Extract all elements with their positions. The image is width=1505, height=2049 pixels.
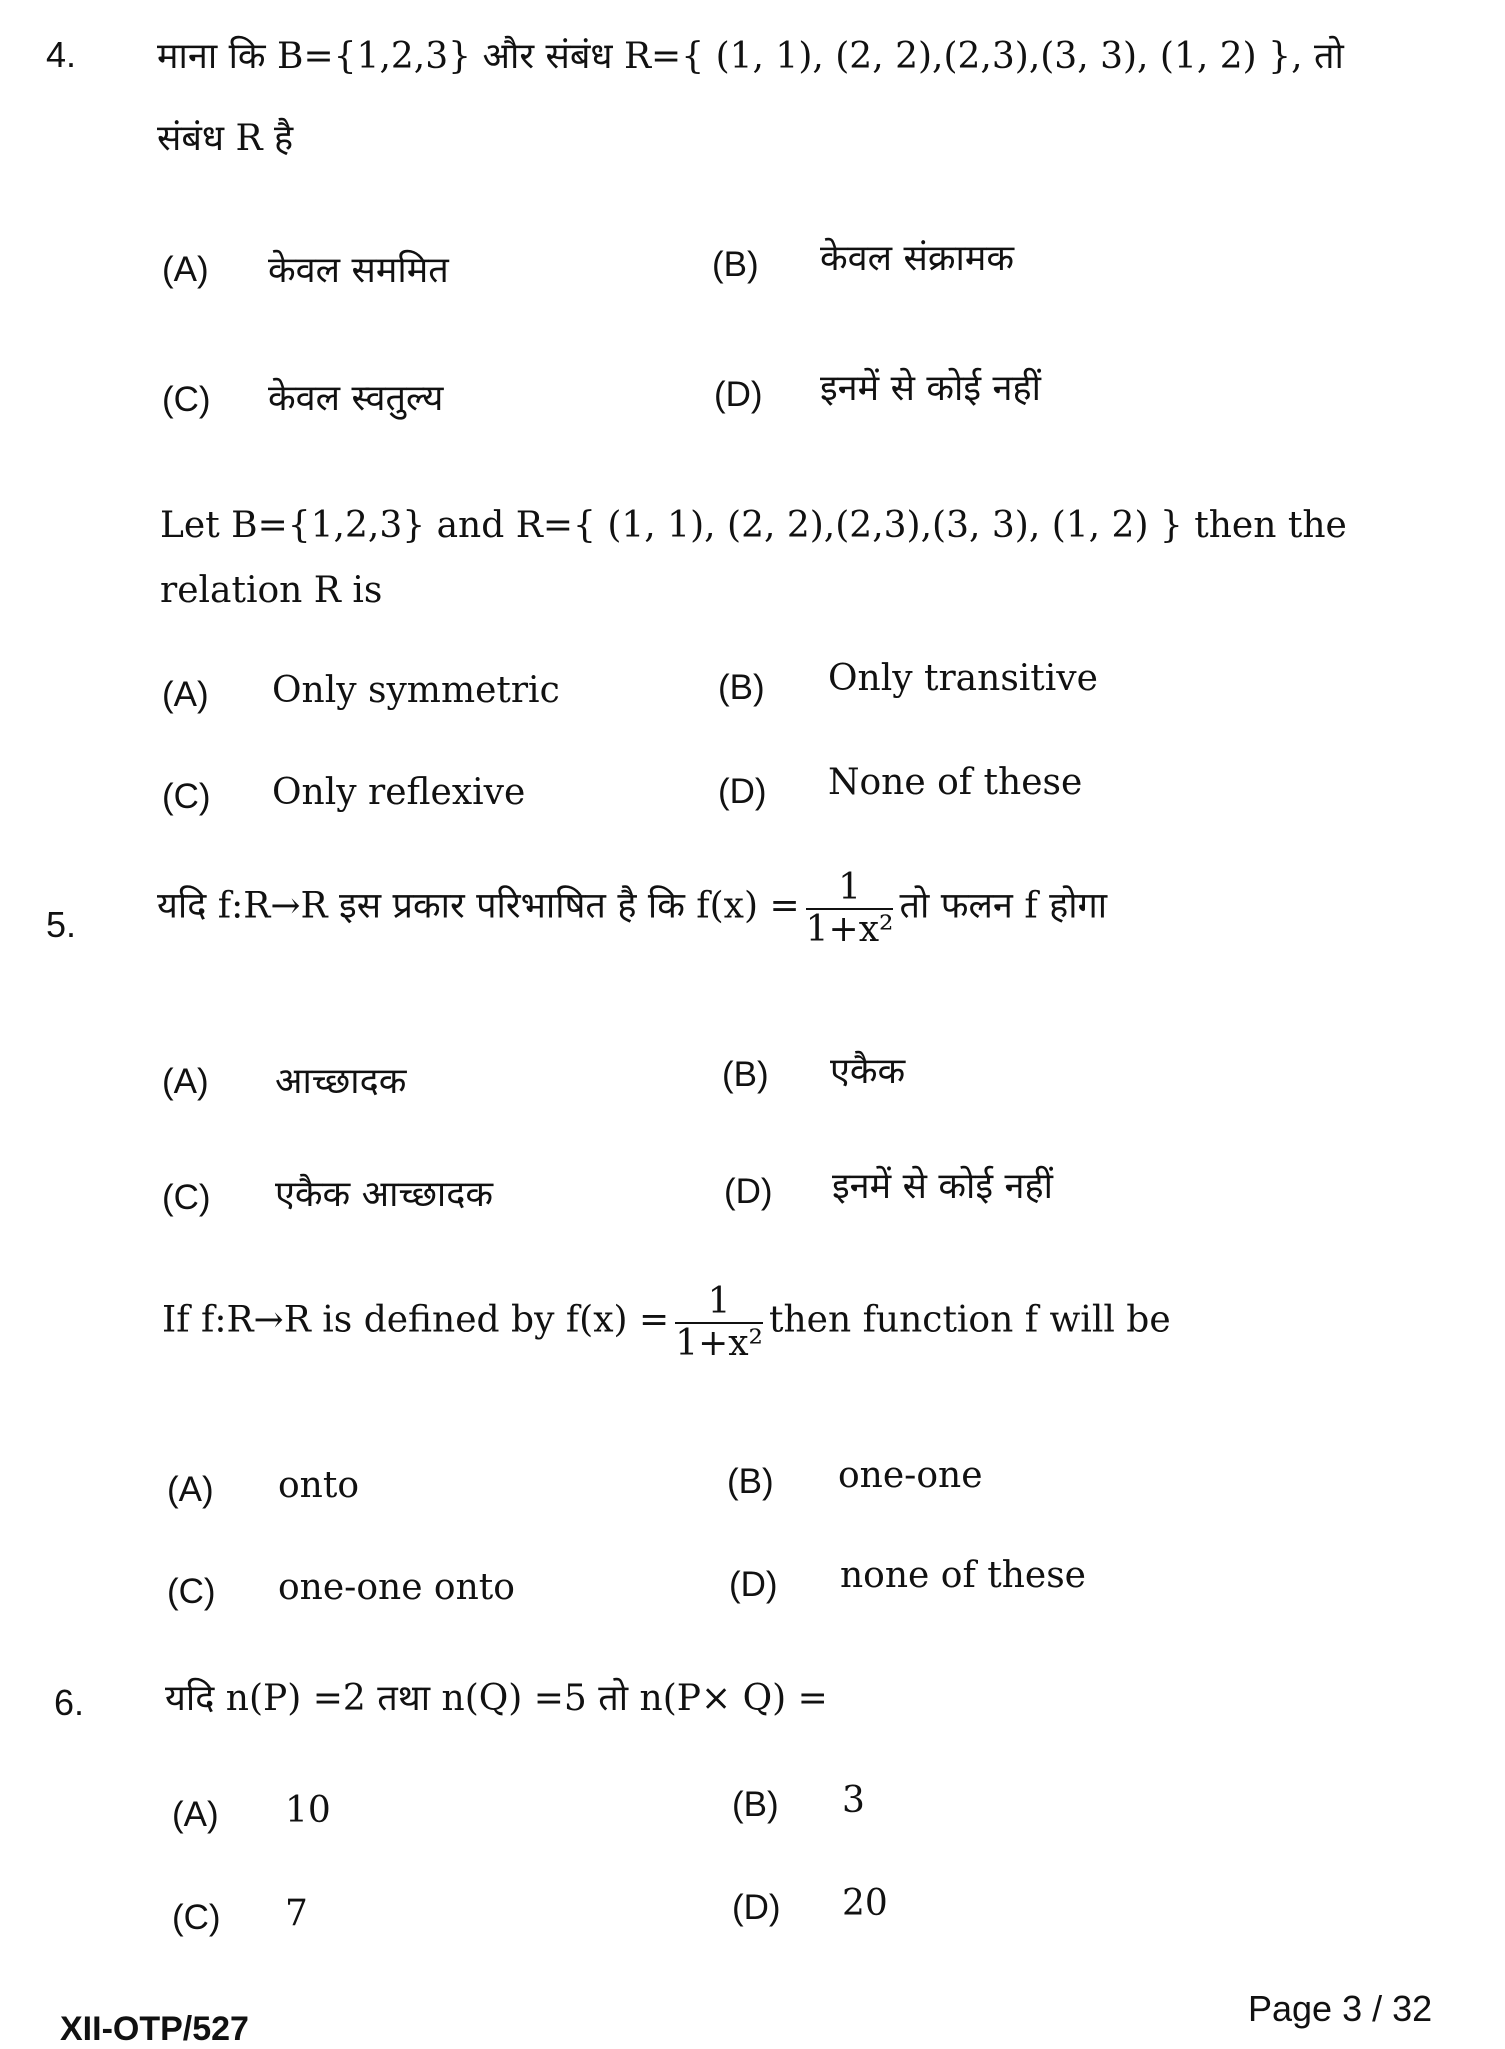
page-number: Page 3 / 32: [1248, 1988, 1433, 2029]
option-text: 20: [842, 1883, 888, 1924]
option-letter: (D): [718, 772, 767, 811]
question-text-prefix: If f:R→R is defined by f(x) =: [162, 1299, 670, 1341]
option-letter: (D): [732, 1888, 781, 1927]
question-text-hindi-cont: संबंध R है: [157, 118, 294, 159]
question-number: 5.: [46, 904, 77, 945]
fraction: [675, 1282, 763, 1363]
question-text-english: Let B={1,2,3} and R={ (1, 1), (2, 2),(2,3),(3, 3), (1, 2) } then the: [160, 505, 1347, 546]
option-letter: (B): [722, 1055, 769, 1094]
option-letter: (D): [724, 1172, 773, 1211]
option-text: Only reflexive: [272, 772, 526, 813]
option-text: none of these: [840, 1555, 1086, 1596]
question-text-suffix: तो फलन f होगा: [899, 885, 1108, 927]
fraction: [806, 868, 894, 949]
option-letter: (A): [162, 1062, 209, 1101]
option-text: केवल सममित: [268, 250, 449, 291]
option-letter: (D): [729, 1565, 778, 1604]
option-text: one-one onto: [278, 1567, 515, 1608]
option-text: इनमें से कोई नहीं: [820, 368, 1041, 409]
option-text: 7: [285, 1893, 308, 1934]
option-text: Only transitive: [828, 658, 1098, 699]
question-text-suffix: then function f will be: [769, 1299, 1171, 1341]
fraction-numerator: 1: [806, 868, 894, 910]
option-letter: (B): [732, 1785, 779, 1824]
option-letter: (A): [172, 1795, 219, 1834]
question-text-english-cont: relation R is: [160, 570, 383, 611]
fraction-denominator: 1+x²: [805, 908, 894, 950]
option-text: एकैक आच्छादक: [275, 1174, 494, 1215]
fraction-denominator: 1+x²: [675, 1322, 763, 1364]
option-letter: (B): [718, 668, 765, 707]
option-letter: (A): [162, 250, 209, 289]
option-text: 3: [842, 1780, 865, 1821]
option-letter: (A): [162, 675, 209, 714]
option-text: onto: [278, 1465, 359, 1506]
question-text-hindi: माना कि B={1,2,3} और संबंध R={ (1, 1), (2, 2),(2,3),(3, 3), (1, 2) }, तो: [157, 36, 1344, 77]
question-number: 6.: [54, 1682, 85, 1723]
option-text: आच्छादक: [275, 1061, 407, 1102]
option-text: Only symmetric: [272, 670, 560, 711]
option-text: केवल स्वतुल्य: [268, 378, 444, 419]
option-letter: (C): [162, 1178, 211, 1217]
option-text: एकैक: [830, 1051, 906, 1092]
option-letter: (C): [172, 1898, 221, 1937]
option-text: केवल संक्रामक: [820, 238, 1014, 279]
option-text: None of these: [828, 762, 1083, 803]
option-letter: (C): [162, 777, 211, 816]
option-letter: (B): [712, 245, 759, 284]
footer-code: XII-OTP/527: [60, 2010, 249, 2048]
option-letter: (B): [727, 1462, 774, 1501]
option-letter: (D): [714, 375, 763, 414]
question-number: 4.: [46, 34, 77, 75]
question-text-english: [162, 1282, 1171, 1363]
option-letter: (C): [167, 1572, 216, 1611]
option-text: 10: [285, 1790, 331, 1831]
option-text: one-one: [838, 1455, 983, 1496]
question-text-hindi: यदि n(P) =2 तथा n(Q) =5 तो n(P× Q) =: [165, 1678, 828, 1719]
option-letter: (A): [167, 1470, 214, 1509]
fraction-numerator: 1: [675, 1282, 763, 1324]
option-letter: (C): [162, 380, 211, 419]
question-text-prefix: यदि f:R→R इस प्रकार परिभाषित है कि f(x) =: [157, 885, 800, 927]
option-text: इनमें से कोई नहीं: [832, 1166, 1053, 1207]
question-text-hindi: [157, 868, 1107, 949]
